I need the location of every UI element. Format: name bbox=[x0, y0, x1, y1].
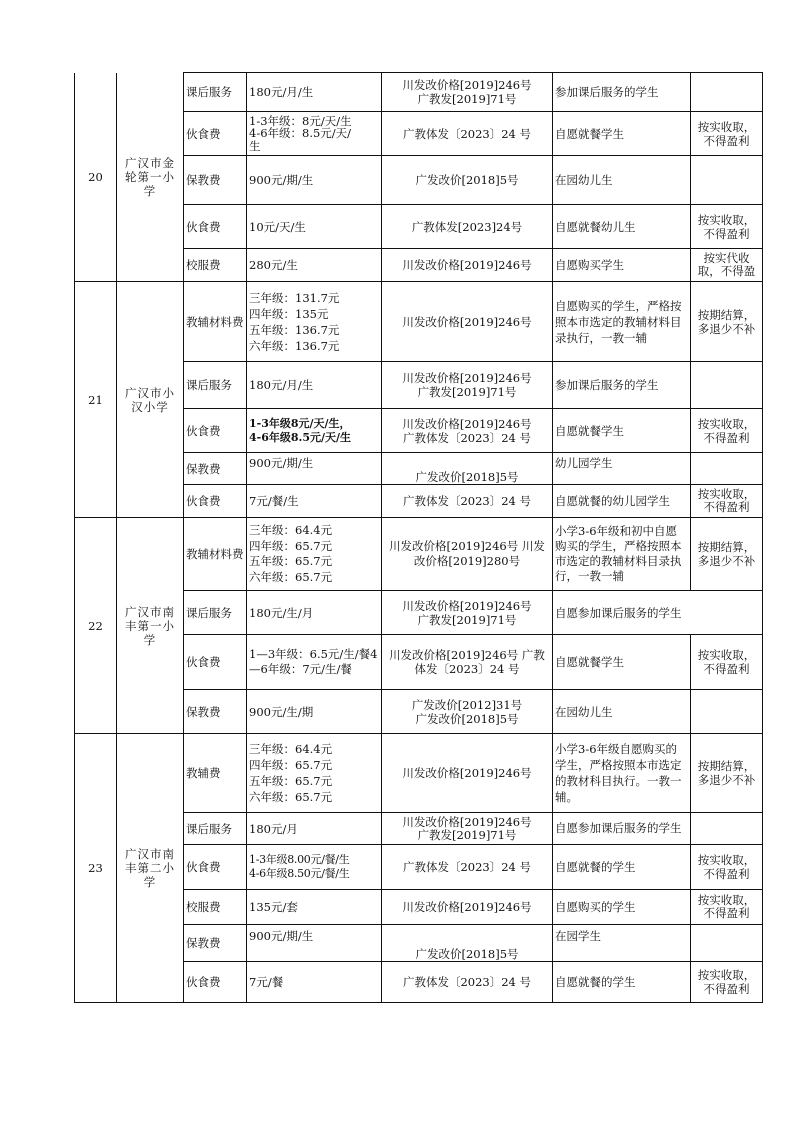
fee-target: 在园学生 bbox=[553, 925, 691, 962]
fee-standard: 180元/生/月 bbox=[247, 591, 382, 635]
fee-basis: 广教体发〔2023〕24 号 bbox=[382, 845, 553, 890]
fee-item: 保教费 bbox=[184, 925, 247, 962]
table-row bbox=[75, 518, 763, 591]
fee-basis: 川发改价格[2019]246号 bbox=[382, 282, 553, 362]
fee-note bbox=[691, 73, 763, 112]
fee-target: 小学3-6年级和初中自愿购买的学生，严格按照本市选定的教辅材料目录执行，一教一辅 bbox=[553, 518, 691, 591]
fee-basis: 川发改价格[2019]246号 广教发[2019]71号 bbox=[382, 591, 553, 635]
fee-item: 伙食费 bbox=[184, 845, 247, 890]
fee-target: 幼儿园学生 bbox=[553, 453, 691, 485]
fee-target: 自愿购买学生 bbox=[553, 249, 691, 282]
fee-standard: 180元/月/生 bbox=[247, 362, 382, 409]
fee-basis: 广教体发〔2023〕24 号 bbox=[382, 962, 553, 1003]
fee-note bbox=[691, 156, 763, 205]
school-number: 21 bbox=[75, 282, 117, 518]
fee-target: 自愿就餐学生 bbox=[553, 635, 691, 690]
fee-standard: 280元/生 bbox=[247, 249, 382, 282]
fee-item: 校服费 bbox=[184, 249, 247, 282]
fee-standard: 180元/月/生 bbox=[247, 73, 382, 112]
fee-note bbox=[691, 453, 763, 485]
fee-target: 自愿参加课后服务的学生 bbox=[553, 591, 763, 635]
school-number: 23 bbox=[75, 734, 117, 1003]
fee-standard: 7元/餐 bbox=[247, 962, 382, 1003]
fee-basis: 广发改价[2018]5号 bbox=[382, 156, 553, 205]
fee-note: 按实收取， 不得盈利 bbox=[691, 485, 763, 518]
fee-target: 参加课后服务的学生 bbox=[553, 73, 691, 112]
fee-standard: 三年级：131.7元 四年级：135元 五年级：136.7元 六年级：136.7元 bbox=[247, 282, 382, 362]
fee-note: 按期结算， 多退少不补 bbox=[691, 734, 763, 813]
fee-target: 自愿购买的学生 bbox=[553, 890, 691, 925]
fee-target: 自愿就餐学生 bbox=[553, 409, 691, 453]
fee-basis: 川发改价格[2019]246号 广教发[2019]71号 bbox=[382, 73, 553, 112]
fee-standard: 1-3年级8元/天/生， 4-6年级8.5元/天/生 bbox=[247, 409, 382, 453]
fee-note: 按实收取， 不得盈利 bbox=[691, 112, 763, 156]
fee-item: 教辅材料费 bbox=[184, 282, 247, 362]
fee-item: 伙食费 bbox=[184, 635, 247, 690]
school-name-text: 广汉市金轮第一小学 bbox=[125, 155, 175, 198]
school-name bbox=[117, 734, 184, 1003]
fee-note: 按实收取， 不得盈利 bbox=[691, 890, 763, 925]
fee-item: 保教费 bbox=[184, 690, 247, 734]
fee-item: 保教费 bbox=[184, 453, 247, 485]
fee-item: 伙食费 bbox=[184, 962, 247, 1003]
fee-basis: 川发改价格[2019]246号 广教体发〔2023〕24 号 bbox=[382, 635, 553, 690]
school-number: 22 bbox=[75, 518, 117, 734]
fee-basis: 川发改价格[2019]246号 广教体发〔2023〕24 号 bbox=[382, 409, 553, 453]
fee-note bbox=[691, 690, 763, 734]
fee-standard: 900元/期/生 bbox=[247, 925, 382, 962]
fee-standard: 三年级：64.4元 四年级：65.7元 五年级：65.7元 六年级：65.7元 bbox=[247, 734, 382, 813]
fee-note: 按实收取， 不得盈利 bbox=[691, 409, 763, 453]
fee-basis: 川发改价格[2019]246号 广教发[2019]71号 bbox=[382, 362, 553, 409]
table-row bbox=[75, 282, 763, 362]
fee-item: 课后服务 bbox=[184, 813, 247, 845]
fee-target: 小学3-6年级自愿购买的学生，严格按照本市选定的教材科目执行。一教一辅。 bbox=[553, 734, 691, 813]
fee-item: 教辅材料费 bbox=[184, 518, 247, 591]
fee-basis: 川发改价格[2019]246号 广教发[2019]71号 bbox=[382, 813, 553, 845]
fee-item: 伙食费 bbox=[184, 409, 247, 453]
fee-standard: 三年级：64.4元 四年级：65.7元 五年级：65.7元 六年级：65.7元 bbox=[247, 518, 382, 591]
fee-item: 伙食费 bbox=[184, 485, 247, 518]
fee-standard: 135元/套 bbox=[247, 890, 382, 925]
fee-note bbox=[691, 362, 763, 409]
fee-target: 自愿就餐的幼儿园学生 bbox=[553, 485, 691, 518]
fee-basis: 川发改价格[2019]246号 川发改价格[2019]280号 bbox=[382, 518, 553, 591]
fee-basis: 广教体发〔2023〕24 号 bbox=[382, 112, 553, 156]
school-name bbox=[117, 282, 184, 518]
fee-item: 课后服务 bbox=[184, 591, 247, 635]
fee-standard: 1-3年级8.00元/餐/生 4-6年级8.50元/餐/生 bbox=[247, 845, 382, 890]
fee-standard: 900元/期/生 bbox=[247, 453, 382, 485]
fee-basis: 广教体发〔2023〕24 号 bbox=[382, 485, 553, 518]
fee-target: 自愿就餐的学生 bbox=[553, 845, 691, 890]
fee-standard: 10元/天/生 bbox=[247, 205, 382, 249]
fee-target: 自愿就餐的学生 bbox=[553, 962, 691, 1003]
fee-item: 课后服务 bbox=[184, 362, 247, 409]
school-name bbox=[117, 518, 184, 734]
fee-item: 保教费 bbox=[184, 156, 247, 205]
school-number: 20 bbox=[75, 73, 117, 282]
fee-basis: 广发改价[2012]31号 广发改价[2018]5号 bbox=[382, 690, 553, 734]
fee-standard: 900元/期/生 bbox=[247, 156, 382, 205]
fee-basis: 广发改价[2018]5号 bbox=[382, 453, 553, 485]
fee-target: 自愿就餐幼儿生 bbox=[553, 205, 691, 249]
fee-item: 校服费 bbox=[184, 890, 247, 925]
fee-note: 按期结算， 多退少不补 bbox=[691, 518, 763, 591]
fee-note: 按期结算， 多退少不补 bbox=[691, 282, 763, 362]
fee-target: 在园幼儿生 bbox=[553, 690, 691, 734]
fee-basis: 川发改价格[2019]246号 bbox=[382, 890, 553, 925]
fee-item: 教辅费 bbox=[184, 734, 247, 813]
fee-note: 按实收取， 不得盈利 bbox=[691, 635, 763, 690]
fee-note: 按实收取， 不得盈利 bbox=[691, 845, 763, 890]
fee-note: 按实收取， 不得盈利 bbox=[691, 205, 763, 249]
fee-target: 在园幼儿生 bbox=[553, 156, 691, 205]
table-row bbox=[75, 734, 763, 813]
fee-standard: 7元/餐/生 bbox=[247, 485, 382, 518]
fee-basis: 川发改价格[2019]246号 bbox=[382, 734, 553, 813]
fee-standard: 1-3年级：8元/天/生 4-6年级：8.5元/天/ 生 bbox=[247, 112, 382, 156]
fee-target: 自愿购买的学生，严格按照本市选定的教辅材料目录执行，一教一辅 bbox=[553, 282, 691, 362]
fee-target: 自愿参加课后服务的学生 bbox=[553, 813, 691, 845]
fee-note bbox=[691, 925, 763, 962]
fee-note: 按实代收 取，不得盈 bbox=[691, 249, 763, 282]
school-name-text: 广汉市南丰第二小学 bbox=[125, 847, 175, 889]
fee-standard: 1—3年级：6.5元/生/餐4—6年级：7元/生/餐 bbox=[247, 635, 382, 690]
table-row bbox=[75, 73, 763, 112]
fee-item: 伙食费 bbox=[184, 112, 247, 156]
fee-note: 按实收取， 不得盈利 bbox=[691, 962, 763, 1003]
fee-basis: 广发改价[2018]5号 bbox=[382, 925, 553, 962]
fee-standard: 900元/生/期 bbox=[247, 690, 382, 734]
fee-note bbox=[691, 813, 763, 845]
school-name-text: 广汉市小汉小学 bbox=[125, 385, 175, 414]
fee-item: 课后服务 bbox=[184, 73, 247, 112]
fee-basis: 川发改价格[2019]246号 bbox=[382, 249, 553, 282]
fee-table bbox=[74, 72, 763, 1003]
fee-target: 自愿就餐学生 bbox=[553, 112, 691, 156]
school-name-text: 广汉市南丰第一小学 bbox=[125, 604, 175, 647]
fee-target: 参加课后服务的学生 bbox=[553, 362, 691, 409]
school-name bbox=[117, 73, 184, 282]
fee-item: 伙食费 bbox=[184, 205, 247, 249]
fee-standard: 180元/月 bbox=[247, 813, 382, 845]
fee-basis: 广教体发[2023]24号 bbox=[382, 205, 553, 249]
